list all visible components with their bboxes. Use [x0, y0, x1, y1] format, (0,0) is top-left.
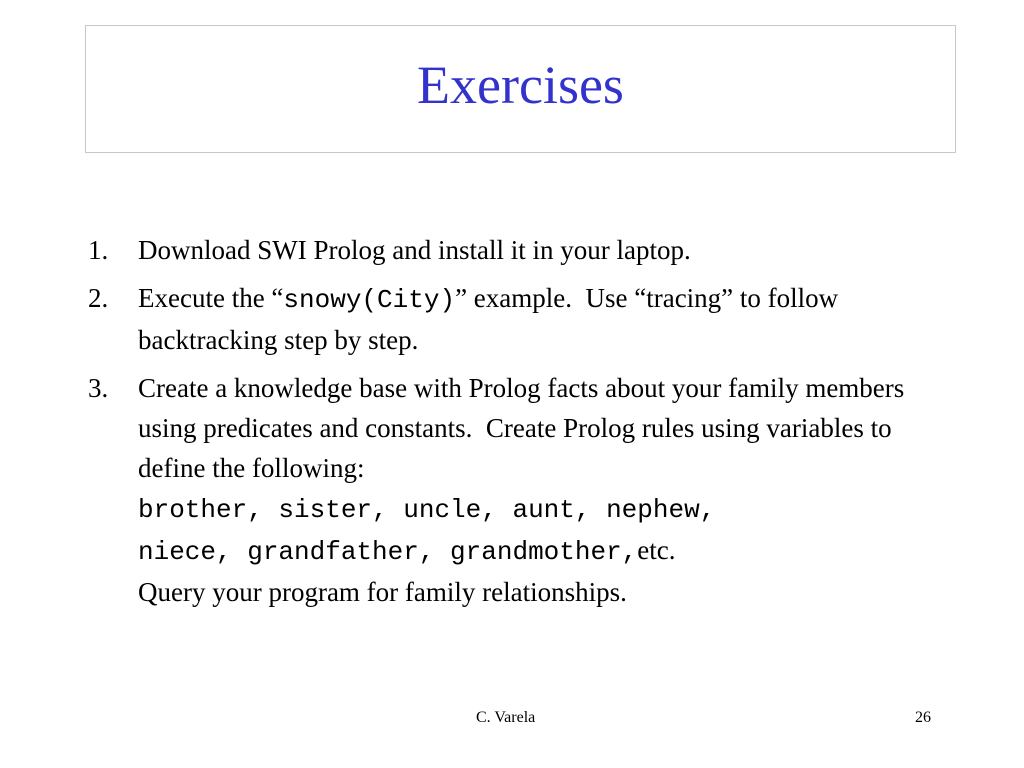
item-text: Download SWI Prolog and install it in your laptop. — [138, 235, 691, 265]
item-closing: Query your program for family relationships. — [138, 577, 627, 607]
item-text: Create a knowledge base with Prolog facts about your family members using predicates and constants. Create Prolog rules using variables to define the following: — [138, 373, 905, 483]
footer-author: C. Varela — [476, 709, 536, 726]
page-number: 26 — [915, 709, 931, 726]
code-list-suffix: etc. — [637, 535, 676, 565]
item-number: 2. — [88, 283, 109, 313]
slide-title: Exercises — [417, 55, 624, 115]
list-item — [88, 278, 948, 360]
title-box — [85, 25, 956, 153]
code-snippet: snowy(City) — [283, 285, 456, 315]
item-prefix: Execute the “ — [138, 283, 284, 313]
code-list-line: niece, grandfather, grandmother, — [138, 537, 638, 567]
list-item — [88, 368, 948, 612]
item-number: 3. — [88, 373, 109, 403]
item-number: 1. — [88, 235, 109, 265]
list-item — [88, 230, 948, 270]
exercise-list — [88, 230, 948, 620]
item-suffix: ” example. Use “tracing” to follow backtracking step by step. — [138, 283, 839, 355]
code-list-line: brother, sister, uncle, aunt, nephew, — [138, 495, 716, 525]
